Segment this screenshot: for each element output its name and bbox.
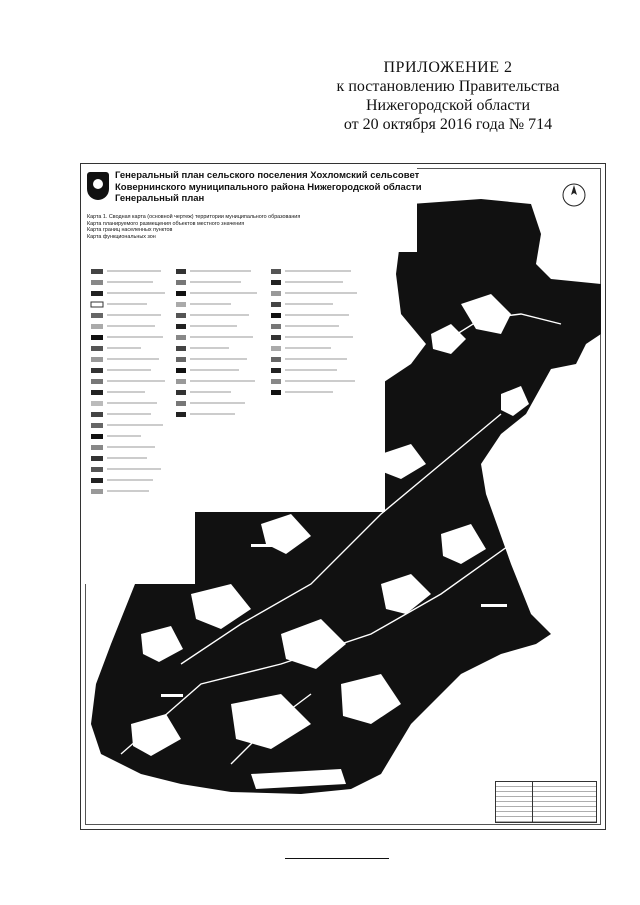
territory-map (81, 164, 605, 829)
map-sheet (80, 163, 606, 830)
appendix-header (318, 58, 578, 134)
map-subtitle-line: Карта 1. Сводная карта (основной чертеж) территории муниципального образования (87, 214, 301, 220)
map-subtitle-line: Карта планируемого размещения объектов местного значения (87, 220, 245, 227)
appendix-date: от 20 октября 2016 года № 714 (343, 116, 553, 133)
region-emblem-icon (87, 172, 109, 200)
appendix-number: ПРИЛОЖЕНИЕ 2 (383, 59, 513, 76)
map-title-line2: Ковернинского муниципального района Нижегородской области (115, 181, 422, 193)
appendix-ref-line1: к постановлению Правительства (336, 78, 560, 95)
title-block-stamp (495, 781, 597, 823)
map-subtitle (87, 214, 317, 240)
map-subtitle-line: Карта функциональных зон (87, 233, 156, 240)
map-title-line3: Генеральный план (115, 193, 205, 204)
map-subtitle-line: Карта границ населенных пунктов (87, 227, 173, 234)
appendix-ref-line2: Нижегородской области (365, 97, 530, 114)
stamp-rows (496, 782, 596, 822)
stamp-divider (532, 782, 533, 822)
map-title (115, 170, 445, 205)
map-title-line1: Генеральный план сельского поселения Хохломский сельсовет (115, 170, 420, 181)
north-arrow-icon (561, 182, 587, 208)
footer-rule (285, 858, 389, 859)
